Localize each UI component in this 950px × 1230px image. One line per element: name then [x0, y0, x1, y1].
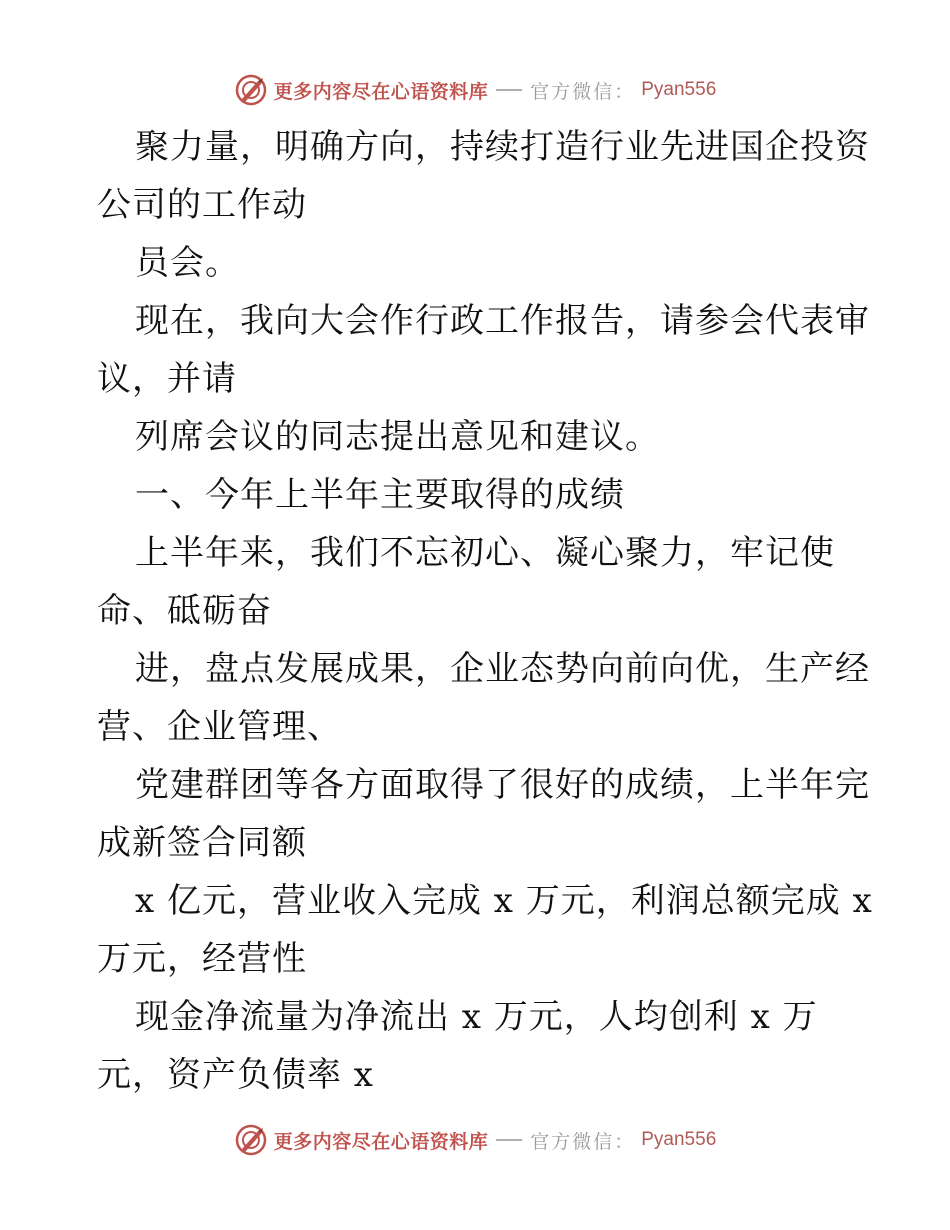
body-text-line: 上半年来，我们不忘初心、凝心聚力，牢记使	[135, 533, 835, 573]
watermark-wechat-label: 官方微信：	[530, 80, 636, 103]
body-text-line: 元，资产负债率 x	[97, 1055, 374, 1095]
watermark-slogan: 更多内容尽在心语资料库	[273, 1130, 489, 1153]
watermark-dash	[496, 1139, 522, 1141]
logo-icon	[234, 73, 268, 107]
body-text-line: x 亿元，营业收入完成 x 万元，利润总额完成 x	[135, 881, 873, 921]
body-text-line: 现金净流量为净流出 x 万元，人均创利 x 万	[135, 997, 818, 1037]
watermark-wechat-id: Pyan556	[641, 79, 717, 100]
body-text-line: 现在，我向大会作行政工作报告，请参会代表审	[135, 301, 870, 341]
body-text-line: 命、砥砺奋	[97, 591, 272, 631]
body-text-line: 议，并请	[97, 359, 237, 399]
body-text-line: 员会。	[135, 243, 240, 283]
watermark-dash	[496, 89, 522, 91]
body-text-line: 公司的工作动	[97, 185, 307, 225]
logo-icon	[234, 1123, 268, 1157]
footer-watermark	[0, 1120, 950, 1160]
document-body	[97, 118, 873, 1104]
body-text-line: 进，盘点发展成果，企业态势向前向优，生产经	[135, 649, 870, 689]
body-text-line: 成新签合同额	[97, 823, 307, 863]
body-text-line: 万元，经营性	[97, 939, 307, 979]
header-watermark	[0, 70, 950, 110]
body-text-line: 营、企业管理、	[97, 707, 342, 747]
watermark-wechat-label: 官方微信：	[530, 1130, 636, 1153]
watermark-wechat-id: Pyan556	[641, 1129, 717, 1150]
body-text-line: 列席会议的同志提出意见和建议。	[135, 417, 660, 457]
body-text-line: 党建群团等各方面取得了很好的成绩，上半年完	[135, 765, 870, 805]
watermark-slogan: 更多内容尽在心语资料库	[273, 80, 489, 103]
body-text-line: 聚力量，明确方向，持续打造行业先进国企投资	[135, 127, 870, 167]
body-text-line: 一、今年上半年主要取得的成绩	[135, 475, 625, 515]
